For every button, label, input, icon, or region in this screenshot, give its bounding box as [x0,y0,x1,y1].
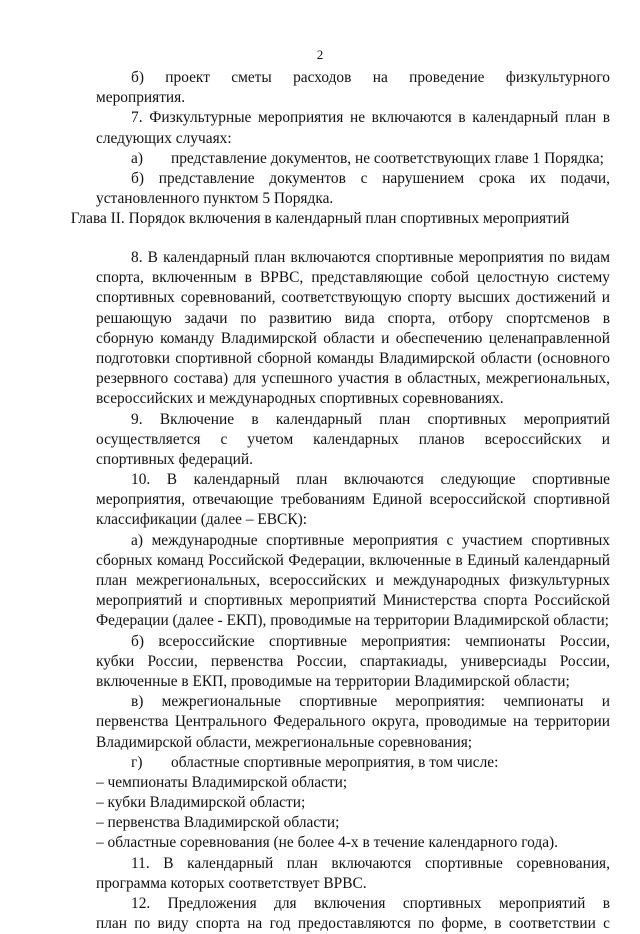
text-line: спорта, включенным в ВРВС, представляющие собой целостную систему [96,269,610,287]
list-item: – чемпионаты Владимирской области; [96,773,348,791]
text-line: включенные в ЕКП, проводимые на территории Владимирской области; [96,672,570,690]
text-line: 7. Физкультурные мероприятия не включаются в календарный план в [131,109,610,127]
text-line: установленного пунктом 5 Порядка. [96,190,334,208]
text-line: осуществляется с учетом календарных планов всероссийских и [96,430,610,448]
text-line: решающую задачи по развитию вида спорта, отбору спортсменов в [96,309,610,327]
chapter-heading: Глава II. Порядок включения в календарный план спортивных мероприятий [70,210,570,227]
text-line: мероприятия, отвечающие требованиям Единой всероссийской спортивной [96,491,610,509]
text-line: сборную команду Владимирской области и обеспечению целенаправленной [96,329,610,347]
list-item: – областные соревнования (не более 4-х в течение календарного года). [96,834,559,852]
list-item: – первенства Владимирской области; [96,814,340,832]
list-item: – кубки Владимирской области; [96,794,306,812]
text-line: подготовки спортивной сборной команды Владимирской области (основного [96,349,610,367]
text-line: мероприятия. [96,89,186,107]
text-line: 12. Предложения для включения спортивных мероприятий в [131,895,610,912]
list-item [96,149,610,169]
text-line: мероприятий и спортивных мероприятий Министерства спорта Российской [96,592,610,610]
text-line: 8. В календарный план включаются спортивные мероприятия по видам [131,249,610,266]
text-line: всероссийских и международных спортивных соревнованиях. [96,390,504,408]
item-text: областные спортивные мероприятия, в том числе: [171,753,499,771]
text-line: 9. Включение в календарный план спортивных мероприятий [131,410,610,428]
text-line: классификации (далее – ЕВСК): [96,511,307,529]
item-label: а) [131,149,143,167]
text-line: спортивных федераций. [96,450,253,468]
page-number: 2 [316,47,324,62]
text-line: б) проект сметы расходов на проведение физкультурного [131,69,610,86]
text-line: в) межрегиональные спортивные мероприятия: чемпионаты и [131,693,610,711]
text-line: первенства Центрального Федерального округа, проводимые на территории [96,713,610,731]
list-item [96,753,610,773]
text-line: сборных команд Российской Федерации, включенные в Единый календарный [96,551,610,569]
paragraph-8 [96,248,610,934]
text-line: 11. В календарный план включаются спортивные соревнования, [131,854,610,872]
text-line: б) всероссийские спортивные мероприятия: чемпионаты России, [131,632,610,650]
item-text: представление документов, не соответствующих главе 1 Порядка; [171,149,604,167]
text-line: кубки России, первенства России, спартакиады, универсиады России, [96,652,610,670]
text-line: Федерации (далее - ЕКП), проводимые на территории Владимирской области; [96,612,609,630]
text-line: 10. В календарный план включаются следующие спортивные [131,471,610,489]
text-line: план по виду спорта на год предоставляются по форме, в соответствии с [96,915,610,933]
text-line: а) международные спортивные мероприятия с участием спортивных [131,531,610,549]
text-line: Владимирской области, межрегиональные соревнования; [96,733,473,751]
text-line: программа которых соответствует ВРВС. [96,874,367,892]
item-label: г) [131,753,143,771]
text-line: следующих случаях: [96,129,232,147]
text-line: план межрегиональных, всероссийских и международных физкультурных [96,572,610,589]
text-line: б) представление документов с нарушением срока их подачи, [131,169,610,187]
text-line: резервного состава) для успешного участия в областных, межрегиональных, [96,370,610,388]
text-line: спортивных соревнований, соответствующую спорту высших достижений и [96,289,610,307]
intro-block [96,68,610,209]
